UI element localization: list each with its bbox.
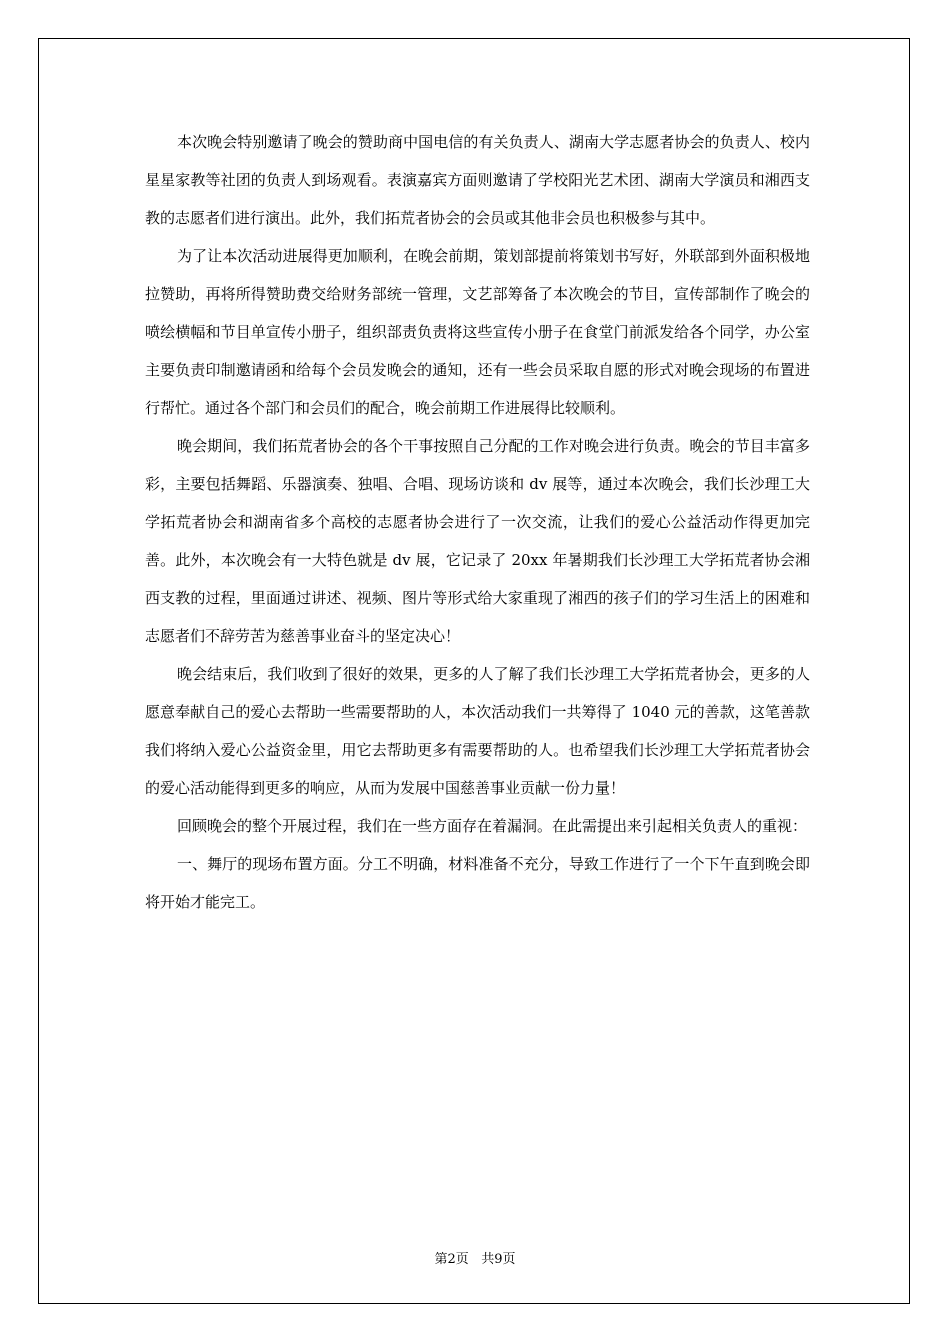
page-footer: [0, 1248, 950, 1267]
paragraph-issue-one: 一、舞厅的现场布置方面。分工不明确，材料准备不充分，导致工作进行了一个下午直到晚会即将开始才能完工。: [145, 855, 810, 911]
paragraph-results: 晚会结束后，我们收到了很好的效果，更多的人了解了我们长沙理工大学拓荒者协会，更多的人愿意奉献自己的爱心去帮助一些需要帮助的人，本次活动我们一共筹得了 1040 元的善款，这笔善款我们将纳入爱心公益资金里，用它去帮助更多有需要帮助的人。也希望我们长沙理工大学拓荒者协会的爱心活动能得到更多的响应，从而为发展中国慈善事业贡献一份力量！: [145, 665, 810, 797]
paragraph-review: 回顾晚会的整个开展过程，我们在一些方面存在着漏洞。在此需提出来引起相关负责人的重视：: [177, 817, 808, 835]
page-number: 第2页: [434, 1252, 469, 1267]
page-total: 共9页: [481, 1252, 516, 1267]
paragraph-during-event: 晚会期间，我们拓荒者协会的各个干事按照自己分配的工作对晚会进行负责。晚会的节目丰富多彩，主要包括舞蹈、乐器演奏、独唱、合唱、现场访谈和 dv 展等，通过本次晚会，我们长沙理工大学拓荒者协会和湖南省多个高校的志愿者协会进行了一次交流，让我们的爱心公益活动作得更加完善。此外，本次晚会有一大特色就是 dv 展，它记录了 20xx 年暑期我们长沙理工大学拓荒者协会湘西支教的过程，里面通过讲述、视频、图片等形式给大家重现了湘西的孩子们的学习生活上的困难和志愿者们不辞劳苦为慈善事业奋斗的坚定决心！: [145, 437, 810, 645]
document-body: [145, 123, 810, 921]
paragraph-guests: 本次晚会特别邀请了晚会的赞助商中国电信的有关负责人、湖南大学志愿者协会的负责人、校内星星家教等社团的负责人到场观看。表演嘉宾方面则邀请了学校阳光艺术团、湖南大学演员和湘西支教的志愿者们进行演出。此外，我们拓荒者协会的会员或其他非会员也积极参与其中。: [145, 133, 810, 227]
paragraph-preparation: 为了让本次活动进展得更加顺利，在晚会前期，策划部提前将策划书写好，外联部到外面积极地拉赞助，再将所得赞助费交给财务部统一管理，文艺部筹备了本次晚会的节目，宣传部制作了晚会的喷绘横幅和节目单宣传小册子，组织部责负责将这些宣传小册子在食堂门前派发给各个同学，办公室主要负责印制邀请函和给每个会员发晚会的通知，还有一些会员采取自愿的形式对晚会现场的布置进行帮忙。通过各个部门和会员们的配合，晚会前期工作进展得比较顺利。: [145, 247, 810, 417]
